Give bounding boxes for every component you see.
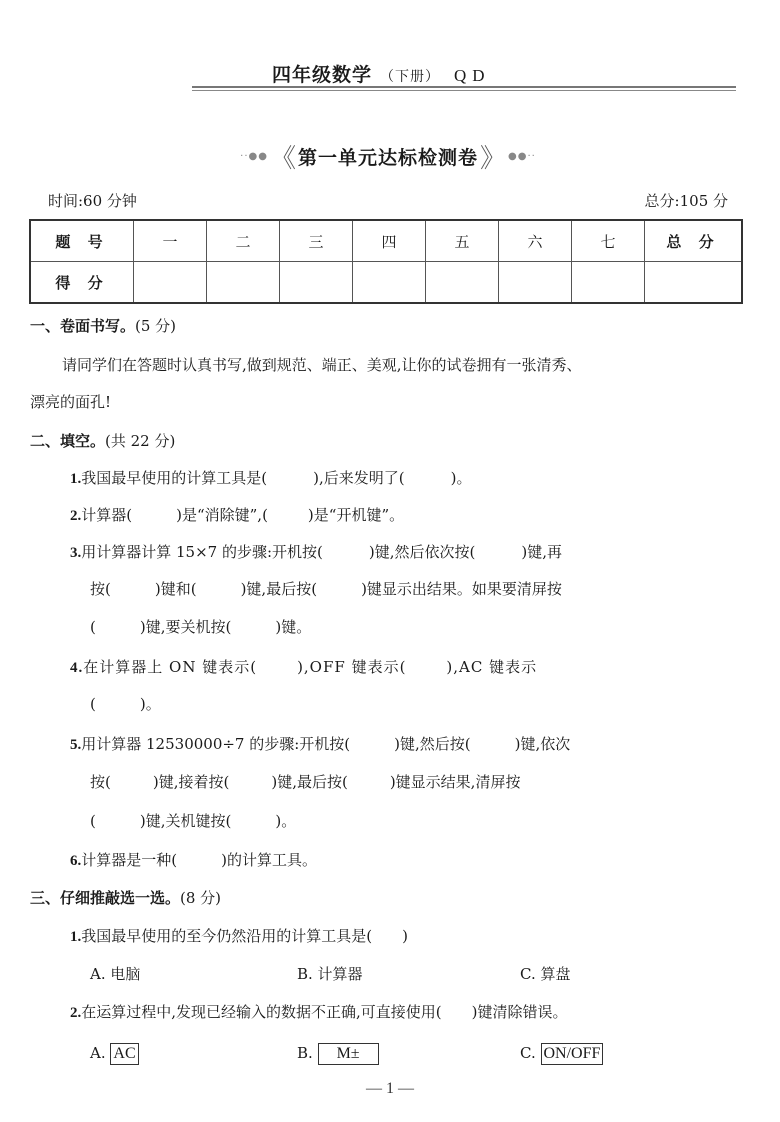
fill-question-5-line2 (90, 771, 520, 792)
book-title-main: 四年级数学 (272, 64, 373, 86)
section-3-heading (30, 887, 221, 908)
score-cell-total[interactable] (645, 262, 743, 304)
choice-question-2 (70, 1001, 568, 1022)
score-cell-3[interactable] (280, 262, 353, 304)
score-table-header-row (30, 220, 742, 262)
question-text: )键,最后按( (271, 773, 348, 791)
question-text: ( (90, 812, 96, 830)
col-1: 一 (134, 220, 207, 262)
option-label: B. (297, 1044, 313, 1062)
choice-question-1 (70, 925, 408, 946)
score-label: 得 分 (30, 262, 134, 304)
col-7: 七 (572, 220, 645, 262)
option-a[interactable]: A. 电脑 (90, 965, 141, 983)
key-memory-plus-minus-icon: M± (318, 1043, 379, 1065)
question-text: )键显示结果,清屏按 (389, 773, 521, 791)
question-text: 在运算过程中,发现已经输入的数据不正确,可直接使用( (81, 1003, 442, 1021)
fill-question-2 (70, 504, 404, 525)
fill-question-4 (70, 656, 537, 677)
book-edition-code: QD (454, 66, 491, 85)
score-cell-2[interactable] (207, 262, 280, 304)
exam-banner (228, 138, 548, 174)
fill-question-6 (70, 849, 317, 870)
section-2-title: 二、填空。 (30, 432, 106, 450)
fill-question-5 (70, 733, 570, 754)
fill-question-1 (70, 467, 471, 488)
col-2: 二 (207, 220, 280, 262)
question-number: 5. (70, 737, 82, 753)
col-5: 五 (426, 220, 499, 262)
book-volume: （下册） (380, 69, 441, 85)
option-label: C. (520, 1044, 536, 1062)
option-b[interactable]: B. 计算器 (297, 965, 363, 983)
option-a[interactable] (90, 1043, 139, 1065)
question-number: 2. (70, 1005, 82, 1021)
total-label: 总 分 (645, 220, 743, 262)
question-text: )。 (275, 812, 297, 830)
question-text: 计算器是一种( (81, 851, 178, 869)
col-6: 六 (499, 220, 572, 262)
dots-right-decoration: ●●·· (508, 150, 536, 162)
question-text: )是“开机键”。 (307, 506, 405, 524)
question-text: )键显示出结果。如果要清屏按 (361, 580, 562, 598)
section-1-heading (30, 315, 176, 336)
question-text: )键清除错误。 (471, 1003, 568, 1021)
option-c[interactable] (520, 1043, 603, 1065)
question-number: 4. (70, 660, 84, 676)
question-text: )键,要关机按( (139, 618, 232, 636)
section-1-points: (5 分) (135, 317, 177, 335)
right-bracket-decoration: 》 (480, 143, 507, 174)
section-3-points: (8 分) (180, 889, 222, 907)
header-rule-thin (192, 90, 736, 91)
question-text: )键,然后按( (394, 735, 471, 753)
exam-time: 时间:60 分钟 (48, 192, 137, 210)
question-number: 6. (70, 853, 82, 869)
col-3: 三 (280, 220, 353, 262)
question-text: )的计算工具。 (221, 851, 317, 869)
exam-total-score: 总分:105 分 (644, 192, 728, 210)
score-cell-6[interactable] (499, 262, 572, 304)
question-text: ),后来发明了( (313, 469, 405, 487)
key-on-off-icon: ON/OFF (541, 1043, 604, 1065)
question-text: 计算器( (81, 506, 133, 524)
header-rule (192, 86, 736, 88)
question-text: 用计算器计算 15×7 的步骤:开机按( (81, 543, 323, 561)
fill-question-3 (70, 541, 562, 562)
question-text: )是“消除键”,( (176, 506, 268, 524)
option-c[interactable]: C. 算盘 (520, 965, 571, 983)
score-cell-5[interactable] (426, 262, 499, 304)
question-text: 用计算器 12530000÷7 的步骤:开机按( (81, 735, 351, 753)
option-b[interactable] (297, 1043, 379, 1065)
score-table (29, 219, 743, 304)
question-text: )。 (139, 695, 161, 713)
dots-left-decoration: ··●● (240, 150, 268, 162)
question-number: 1. (70, 929, 82, 945)
question-text: )键,再 (521, 543, 563, 561)
question-number: 1. (70, 471, 82, 487)
section-1-text-line2: 漂亮的面孔! (30, 393, 112, 411)
question-text: )键,关机键按( (139, 812, 232, 830)
score-cell-4[interactable] (353, 262, 426, 304)
section-2-points: (共 22 分) (105, 432, 176, 450)
score-table-score-row (30, 262, 742, 304)
score-cell-7[interactable] (572, 262, 645, 304)
question-text: )键和( (154, 580, 197, 598)
question-text: 我国最早使用的计算工具是( (81, 469, 268, 487)
question-text: ) (402, 927, 408, 945)
question-text: ),OFF 键表示( (297, 658, 407, 676)
fill-question-5-line3 (90, 810, 296, 831)
question-text: )键,然后依次按( (368, 543, 476, 561)
fill-question-3-line3 (90, 616, 311, 637)
exam-title: 第一单元达标检测卷 (297, 146, 478, 169)
question-text: )键,接着按( (152, 773, 230, 791)
question-text: 按( (90, 580, 111, 598)
question-text: ( (90, 618, 96, 636)
page-number: — 1 — (366, 1080, 414, 1097)
question-text: ( (90, 695, 96, 713)
question-text: 在计算器上 ON 键表示( (83, 658, 258, 676)
section-1-text-line1: 请同学们在答题时认真书写,做到规范、端正、美观,让你的试卷拥有一张清秀、 (62, 356, 582, 374)
option-label: A. (90, 1044, 106, 1062)
question-text: 我国最早使用的至今仍然沿用的计算工具是( (81, 927, 373, 945)
book-title (272, 60, 491, 87)
question-text: )。 (450, 469, 472, 487)
fill-question-3-line2 (90, 578, 562, 599)
question-number: 3. (70, 545, 82, 561)
score-cell-1[interactable] (134, 262, 207, 304)
section-3-title: 三、仔细推敲选一选。 (30, 889, 181, 907)
left-bracket-decoration: 《 (269, 143, 296, 174)
question-text: 按( (90, 773, 111, 791)
section-1-title: 一、卷面书写。 (30, 317, 136, 335)
question-number-label: 题 号 (30, 220, 134, 262)
question-text: )键。 (275, 618, 312, 636)
section-2-heading (30, 430, 175, 451)
question-number: 2. (70, 508, 82, 524)
question-text: )键,依次 (514, 735, 571, 753)
col-4: 四 (353, 220, 426, 262)
question-text: )键,最后按( (240, 580, 318, 598)
fill-question-4-line2 (90, 693, 161, 714)
question-text: ),AC 键表示 (446, 658, 538, 676)
key-ac-icon: AC (110, 1043, 138, 1065)
